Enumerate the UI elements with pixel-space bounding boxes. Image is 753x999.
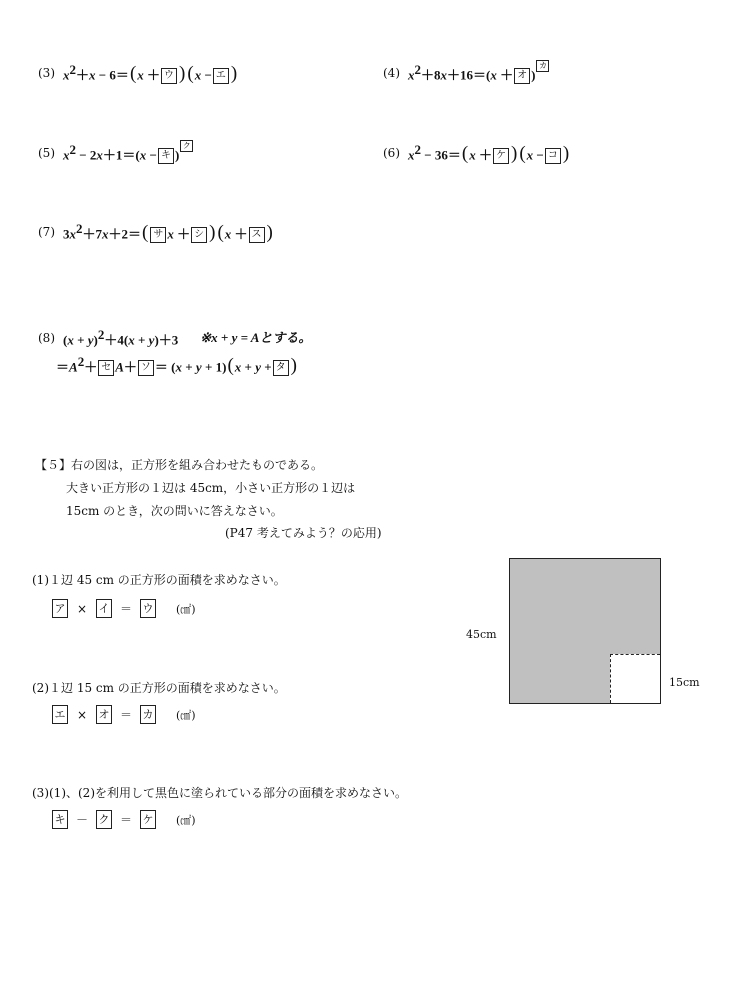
- question-1-equation: [52, 599, 196, 618]
- expression: $=A^2+$ セ A＋ ソ ＝ (x + y + 1)(x + y + タ ): [56, 354, 297, 377]
- question-1-text: (1)１辺 45 cm の正方形の面積を求めなさい。: [32, 573, 286, 587]
- answer-box[interactable]: オ: [96, 705, 112, 724]
- times-sign: ×: [76, 601, 88, 616]
- problem-7: [38, 219, 274, 244]
- answer-box[interactable]: ウ: [140, 599, 156, 618]
- answer-box[interactable]: オ: [514, 68, 530, 84]
- answer-box[interactable]: イ: [96, 599, 112, 618]
- answer-box[interactable]: エ: [52, 705, 68, 724]
- substitution-note: ※x + y = Aとする。: [200, 329, 312, 345]
- question-3-text: (3)(1)、(2)を利用して黒色に塗られている部分の面積を求めなさい。: [32, 786, 407, 800]
- equals-sign: ＝: [119, 813, 132, 827]
- answer-box[interactable]: ソ: [138, 360, 154, 376]
- section-5-line: 大きい正方形の１辺は 45cm，小さい正方形の１辺は: [66, 481, 356, 495]
- large-square: [509, 558, 661, 704]
- problem-number: (4): [383, 65, 400, 80]
- answer-box[interactable]: シ: [191, 227, 207, 243]
- unit-label: (㎠): [176, 602, 196, 616]
- answer-box[interactable]: サ: [150, 227, 166, 243]
- exponent-box[interactable]: ク: [180, 140, 193, 152]
- times-sign: ×: [76, 707, 88, 722]
- answer-box[interactable]: セ: [98, 360, 114, 376]
- section-5-reference: (P47 考えてみよう？の応用): [225, 526, 382, 540]
- answer-box[interactable]: ケ: [493, 148, 509, 164]
- unit-label: (㎠): [176, 708, 196, 722]
- problem-6: [383, 140, 570, 165]
- answer-box[interactable]: ク: [96, 810, 112, 829]
- answer-box[interactable]: タ: [273, 360, 289, 376]
- answer-box[interactable]: キ: [158, 148, 174, 164]
- exponent-box[interactable]: カ: [536, 60, 549, 72]
- large-side-label: 45cm: [466, 628, 497, 641]
- answer-box[interactable]: コ: [545, 148, 561, 164]
- problem-8-line2: [56, 352, 298, 377]
- problem-3: [38, 60, 238, 85]
- equals-sign: ＝: [119, 708, 132, 722]
- answer-box[interactable]: ウ: [161, 68, 177, 84]
- small-side-label: 15cm: [669, 676, 700, 689]
- expression: $x^2+x - 6=(x$ ＋ ウ ) (x − エ ): [63, 62, 238, 85]
- answer-box[interactable]: ス: [249, 227, 265, 243]
- small-square: [610, 654, 660, 703]
- expression: $3x^2+7x+2=$( サ x ＋ シ ) (x ＋ ス ): [63, 221, 273, 244]
- problem-number: (5): [38, 145, 55, 160]
- problem-number: (8): [38, 330, 55, 345]
- expression: $x^2+8x+16=(x$ ＋ オ )カ: [408, 60, 550, 85]
- answer-box[interactable]: エ: [213, 68, 229, 84]
- answer-box[interactable]: ア: [52, 599, 68, 618]
- expression: $x^2 - 2x+1=(x$ − キ )ク: [63, 140, 194, 165]
- answer-box[interactable]: カ: [140, 705, 156, 724]
- section-5-line: 15cm のとき，次の問いに答えなさい。: [66, 504, 283, 518]
- answer-box[interactable]: キ: [52, 810, 68, 829]
- problem-number: (3): [38, 65, 55, 80]
- problem-5: [38, 140, 194, 165]
- equals-sign: ＝: [119, 602, 132, 616]
- problem-number: (7): [38, 224, 55, 239]
- problem-number: (6): [383, 145, 400, 160]
- question-2-text: (2)１辺 15 cm の正方形の面積を求めなさい。: [32, 681, 286, 695]
- answer-box[interactable]: ケ: [140, 810, 156, 829]
- question-2-equation: [52, 705, 196, 724]
- expression: $x^2 - 36=(x$ ＋ ケ ) (x − コ ): [408, 142, 570, 165]
- problem-4: [383, 60, 550, 85]
- question-3-equation: [52, 810, 196, 829]
- minus-sign: －: [75, 813, 88, 827]
- unit-label: (㎠): [176, 813, 196, 827]
- problem-8: [38, 325, 311, 350]
- expression: $(x + y)^2+4(x + y)+3$: [63, 327, 179, 348]
- section-5-heading: 【５】右の図は，正方形を組み合わせたものである。: [35, 458, 324, 472]
